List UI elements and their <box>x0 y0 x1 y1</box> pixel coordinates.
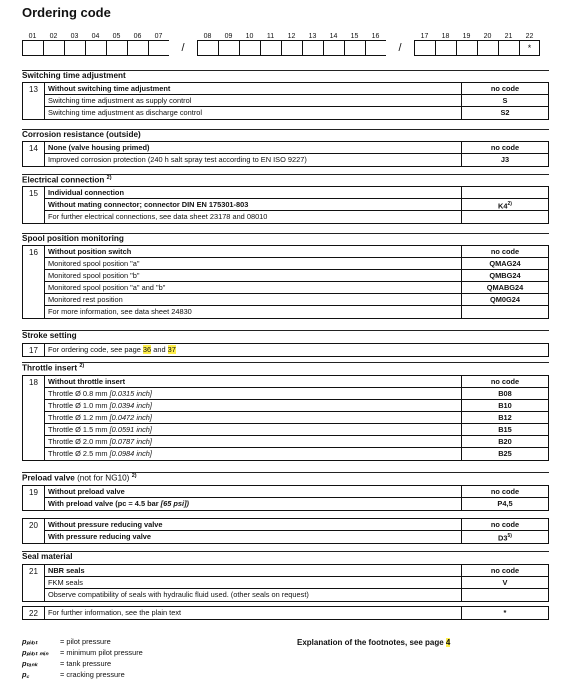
option-description: With pressure reducing valve <box>48 532 152 541</box>
stroke-text: For ordering code, see page 36 and 37 <box>48 345 176 354</box>
group-19 <box>22 485 549 511</box>
legend-row <box>22 658 143 669</box>
option-row <box>45 424 548 436</box>
option-description: Monitored spool position "a" <box>48 259 140 268</box>
option-code: no code <box>461 142 548 153</box>
section-title-switching: Switching time adjustment <box>22 71 126 80</box>
option-row <box>45 565 548 577</box>
code-position-box[interactable] <box>414 40 435 56</box>
option-row <box>45 498 548 510</box>
option-code: QM0G24 <box>461 294 548 305</box>
option-description: Monitored rest position <box>48 295 123 304</box>
code-position-box[interactable] <box>281 40 302 56</box>
option-description: For further electrical connections, see data sheet 23178 and 08010 <box>48 212 268 221</box>
code-position-number: 18 <box>441 33 450 40</box>
code-position-number: 09 <box>224 33 233 40</box>
option-description: Without pressure reducing valve <box>48 520 163 529</box>
option-row <box>45 531 548 543</box>
code-position-box[interactable] <box>85 40 106 56</box>
option-row <box>45 211 548 223</box>
option-row <box>45 376 548 388</box>
section-title-corrosion: Corrosion resistance (outside) <box>22 130 141 139</box>
option-description: Throttle Ø 2.5 mm [0.0984 inch] <box>48 449 152 458</box>
option-description: None (valve housing primed) <box>48 143 150 152</box>
option-row <box>45 486 548 498</box>
option-row <box>45 294 548 306</box>
option-description: Throttle Ø 1.5 mm [0.0591 inch] <box>48 425 152 434</box>
option-row <box>45 388 548 400</box>
group-15 <box>22 186 549 224</box>
legend-symbol: pₚᵢₗₒₜ <box>22 637 38 646</box>
code-position-box[interactable] <box>498 40 519 56</box>
option-row <box>45 154 548 166</box>
code-position-number: 22 <box>525 33 534 40</box>
code-position-number: 10 <box>245 33 254 40</box>
group-number: 20 <box>23 519 45 543</box>
group-14 <box>22 141 549 167</box>
code-position-box[interactable] <box>456 40 477 56</box>
code-position-box[interactable] <box>477 40 498 56</box>
group-number: 13 <box>23 83 45 119</box>
group-16 <box>22 245 549 319</box>
option-description: Monitored spool position "a" and "b" <box>48 283 166 292</box>
option-row <box>45 199 548 211</box>
option-code: B08 <box>461 388 548 399</box>
option-row <box>45 282 548 294</box>
code-position-number: 06 <box>133 33 142 40</box>
group-20 <box>22 518 549 544</box>
option-description: For further information, see the plain text <box>48 608 182 617</box>
option-description: Individual connection <box>48 188 124 197</box>
code-position-numbers <box>22 30 549 40</box>
code-separator: / <box>398 42 402 54</box>
option-code <box>461 589 548 601</box>
option-row <box>45 448 548 460</box>
option-description: For more information, see data sheet 24830 <box>48 307 192 316</box>
option-description: Improved corrosion protection (240 h salt spray test according to EN ISO 9227) <box>48 155 307 164</box>
option-description: Throttle Ø 2.0 mm [0.0787 inch] <box>48 437 152 446</box>
option-description: Without switching time adjustment <box>48 84 171 93</box>
option-code: S <box>461 95 548 106</box>
code-position-number: 13 <box>308 33 317 40</box>
option-code: B20 <box>461 436 548 447</box>
code-position-box[interactable] <box>127 40 148 56</box>
option-description: FKM seals <box>48 578 83 587</box>
option-code: B12 <box>461 412 548 423</box>
option-row <box>45 412 548 424</box>
group-21 <box>22 564 549 602</box>
page-link-36[interactable]: 36 <box>142 345 152 354</box>
option-code: S2 <box>461 107 548 119</box>
code-position-box[interactable]: * <box>519 40 540 56</box>
code-position-number: 19 <box>462 33 471 40</box>
option-code: K4$^{2)}$ <box>461 199 548 210</box>
code-position-number: 21 <box>504 33 513 40</box>
option-row <box>45 142 548 154</box>
code-position-number: 14 <box>329 33 338 40</box>
group-number: 16 <box>23 246 45 318</box>
group-number: 21 <box>23 565 45 601</box>
option-code: no code <box>461 565 548 576</box>
option-row <box>45 95 548 107</box>
code-position-box[interactable] <box>64 40 85 56</box>
code-position-box[interactable] <box>344 40 365 56</box>
option-code: B25 <box>461 448 548 460</box>
code-position-number: 02 <box>49 33 58 40</box>
legend-symbol: p꜀ <box>22 670 30 679</box>
option-row <box>45 577 548 589</box>
option-row <box>45 258 548 270</box>
legend-symbol: pₚᵢₗₒₜ ₘᵢₙ <box>22 648 49 657</box>
option-row <box>45 270 548 282</box>
group-number: 15 <box>23 187 45 223</box>
code-position-box[interactable] <box>260 40 281 56</box>
code-position-number: 15 <box>350 33 359 40</box>
option-row <box>45 436 548 448</box>
option-code: B10 <box>461 400 548 411</box>
option-code: D3$^{5)}$ <box>461 531 548 543</box>
option-row <box>45 187 548 199</box>
option-code: no code <box>461 246 548 257</box>
code-position-number: 04 <box>91 33 100 40</box>
code-separator: / <box>181 42 185 54</box>
code-position-box[interactable] <box>218 40 239 56</box>
option-row <box>45 306 548 318</box>
option-row <box>45 400 548 412</box>
option-code: * <box>461 607 548 619</box>
option-row <box>45 107 548 119</box>
option-code <box>461 306 548 318</box>
code-position-box[interactable] <box>148 40 169 56</box>
code-position-box[interactable] <box>239 40 260 56</box>
option-row <box>45 589 548 601</box>
option-description: Without mating connector; connector DIN EN 175301-803 <box>48 200 249 209</box>
option-description: Throttle Ø 1.2 mm [0.0472 inch] <box>48 413 152 422</box>
option-row <box>45 519 548 531</box>
group-number: 22 <box>23 607 45 619</box>
legend-symbol: pₜₐₙₖ <box>22 659 38 668</box>
option-code: no code <box>461 486 548 497</box>
code-position-box[interactable] <box>323 40 344 56</box>
section-title-throttle: Throttle insert $^{2)}$ <box>22 363 85 373</box>
group-number: 19 <box>23 486 45 510</box>
code-position-box[interactable] <box>197 40 218 56</box>
code-position-box[interactable] <box>435 40 456 56</box>
code-position-number: 08 <box>203 33 212 40</box>
code-position-number: 20 <box>483 33 492 40</box>
group-17 <box>22 343 549 357</box>
option-code: no code <box>461 519 548 530</box>
section-title-seal: Seal material <box>22 552 73 561</box>
code-position-box[interactable] <box>22 40 43 56</box>
ordering-code-bar <box>22 30 549 56</box>
option-code: J3 <box>461 154 548 166</box>
option-code: P4,5 <box>461 498 548 510</box>
option-code: no code <box>461 376 548 387</box>
code-position-number: 11 <box>266 33 275 40</box>
option-description: Monitored spool position "b" <box>48 271 140 280</box>
section-title-preload: Preload valve (not for NG10) $^{2)}$ <box>22 473 137 483</box>
option-row <box>45 246 548 258</box>
group-number: 14 <box>23 142 45 166</box>
code-position-number: 03 <box>70 33 79 40</box>
group-22 <box>22 606 549 620</box>
code-position-box[interactable] <box>43 40 64 56</box>
symbol-legend <box>22 636 143 680</box>
option-description: Throttle Ø 1.0 mm [0.0394 inch] <box>48 401 152 410</box>
legend-row <box>22 647 143 658</box>
legend-text: = minimum pilot pressure <box>60 648 143 657</box>
group-number: 18 <box>23 376 45 460</box>
option-code: QMBG24 <box>461 270 548 281</box>
footnote-reference: Explanation of the footnotes, see page 4 <box>297 638 451 647</box>
page-link-37[interactable]: 37 <box>167 345 176 354</box>
option-description: Without throttle insert <box>48 377 126 386</box>
option-row <box>45 83 548 95</box>
section-title-spool: Spool position monitoring <box>22 234 124 243</box>
legend-row <box>22 636 143 647</box>
code-position-number: 12 <box>287 33 296 40</box>
option-code: QMABG24 <box>461 282 548 293</box>
option-code: no code <box>461 83 548 94</box>
code-position-boxes <box>22 40 549 56</box>
option-code: QMAG24 <box>461 258 548 269</box>
option-description: With preload valve (pc = 4.5 bar [65 psi]) <box>48 499 190 508</box>
option-description: Throttle Ø 0.8 mm [0.0315 inch] <box>48 389 152 398</box>
section-title-electrical: Electrical connection $^{2)}$ <box>22 175 112 185</box>
option-code <box>461 187 548 198</box>
code-position-number: 01 <box>28 33 37 40</box>
code-position-number: 05 <box>112 33 121 40</box>
legend-row <box>22 669 143 680</box>
code-position-box[interactable] <box>302 40 323 56</box>
option-code: V <box>461 577 548 588</box>
group-18 <box>22 375 549 461</box>
option-code: B15 <box>461 424 548 435</box>
legend-text: = tank pressure <box>60 659 112 668</box>
code-position-box[interactable] <box>106 40 127 56</box>
code-position-box[interactable] <box>365 40 386 56</box>
page-link-4[interactable]: 4 <box>445 638 451 647</box>
option-description: Switching time adjustment as supply control <box>48 96 192 105</box>
page-title: Ordering code <box>22 5 111 20</box>
code-position-number: 07 <box>154 33 163 40</box>
code-position-number: 16 <box>371 33 380 40</box>
legend-text: = pilot pressure <box>60 637 111 646</box>
section-title-stroke: Stroke setting <box>22 331 77 340</box>
option-description: Without preload valve <box>48 487 125 496</box>
legend-text: = cracking pressure <box>60 670 125 679</box>
option-description: Switching time adjustment as discharge control <box>48 108 203 117</box>
group-13 <box>22 82 549 120</box>
group-number: 17 <box>23 344 45 356</box>
option-description: Without position switch <box>48 247 132 256</box>
option-code <box>461 211 548 223</box>
option-row <box>45 607 548 619</box>
code-position-number: 17 <box>420 33 429 40</box>
option-description: Observe compatibility of seals with hydraulic fluid used. (other seals on request) <box>48 590 309 599</box>
option-description: NBR seals <box>48 566 85 575</box>
